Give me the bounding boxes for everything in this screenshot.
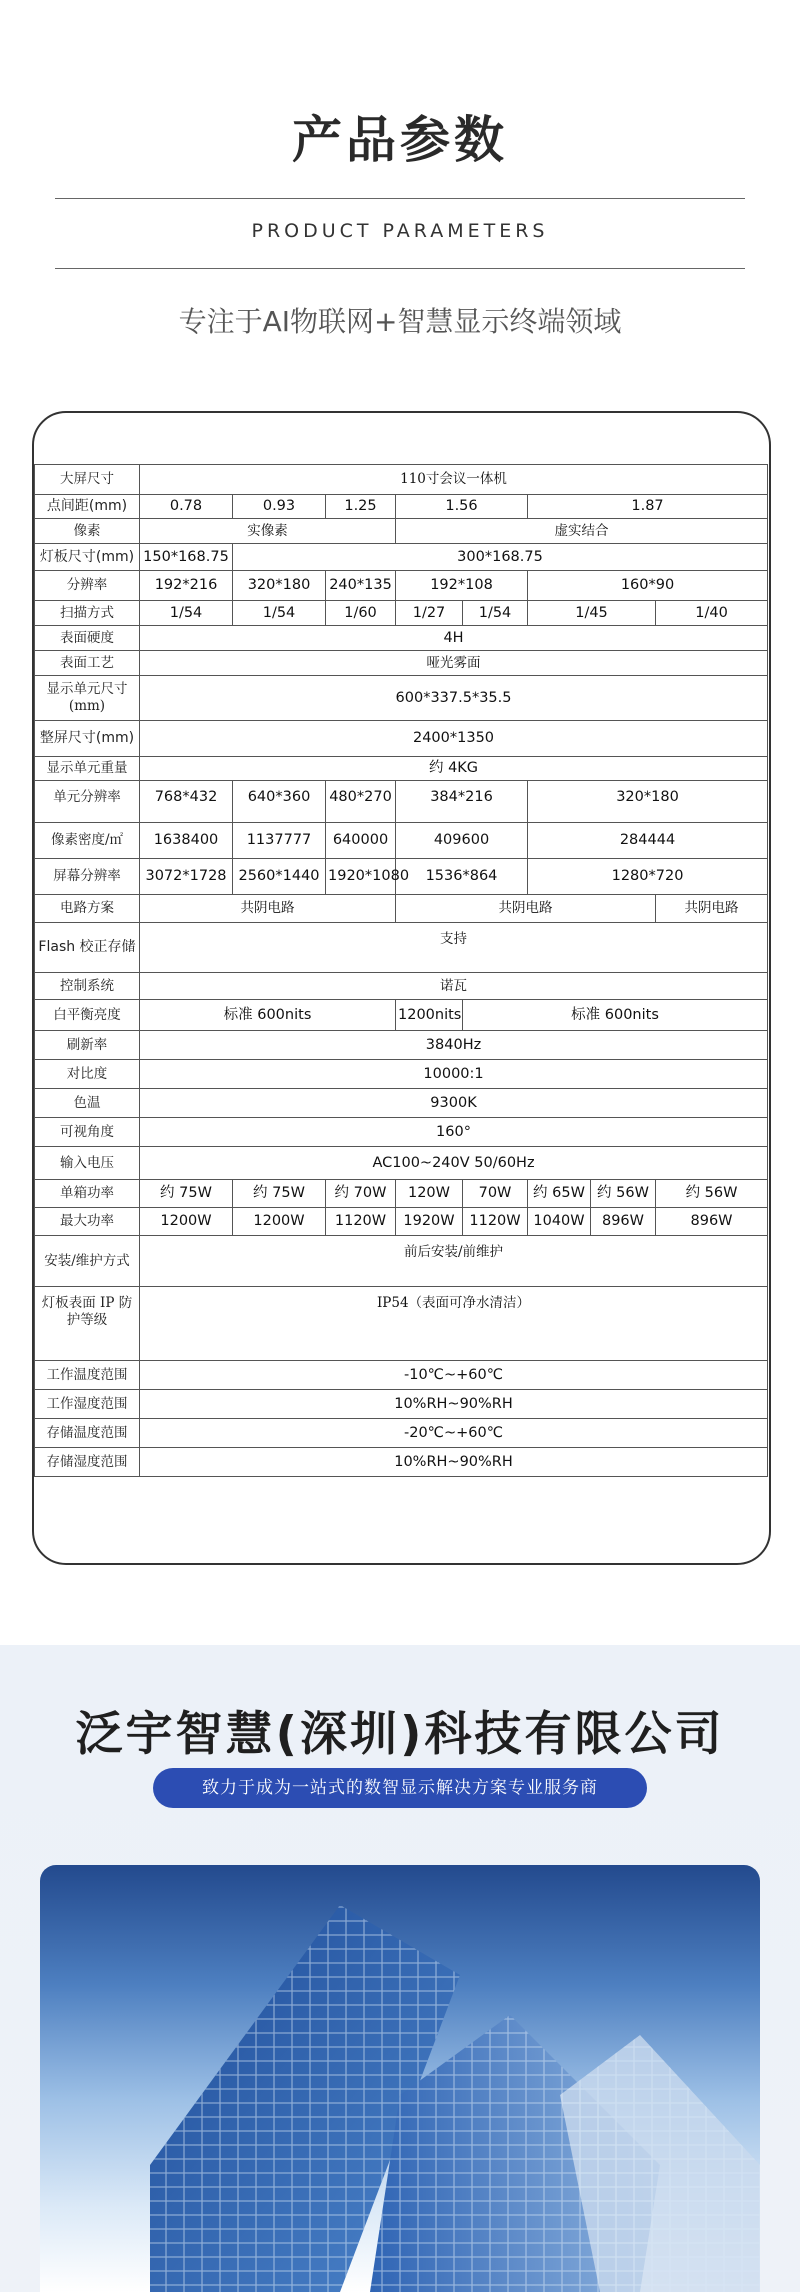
row-label: 表面工艺 [35,651,140,676]
building-illustration [40,1865,760,2292]
row-label: 对比度 [35,1060,140,1089]
cell: 320*180 [233,571,326,601]
row-label: 分辨率 [35,571,140,601]
cell: 1/60 [326,601,396,626]
table-row [35,571,768,601]
row-label: 存储温度范围 [35,1419,140,1448]
cell: 1/45 [528,601,656,626]
row-label: 灯板表面 IP 防护等级 [35,1287,140,1361]
row-label: 单元分辨率 [35,781,140,823]
cell: 192*216 [140,571,233,601]
row-label: 最大功率 [35,1208,140,1236]
cell: 768*432 [140,781,233,823]
cell: 110寸会议一体机 [140,465,768,495]
page-subtitle: PRODUCT PARAMETERS [251,220,549,242]
row-label: 表面硬度 [35,626,140,651]
cell: 约 4KG [140,757,768,781]
table-row [35,651,768,676]
row-label: 存储湿度范围 [35,1448,140,1477]
cell: 2400*1350 [140,721,768,757]
table-row [35,465,768,495]
cell: 约 70W [326,1180,396,1208]
table-row [35,676,768,721]
cell: 1920W [396,1208,463,1236]
table-row [35,973,768,1000]
table-row [35,1448,768,1477]
table-row [35,495,768,519]
table-row [35,823,768,859]
cell: 70W [463,1180,528,1208]
cell: 3072*1728 [140,859,233,895]
row-label: 色温 [35,1089,140,1118]
row-label: 显示单元尺寸(mm) [35,676,140,721]
table-row [35,1118,768,1147]
row-label: 白平衡亮度 [35,1000,140,1031]
cell: 1920*1080 [326,859,396,895]
cell: 1/27 [396,601,463,626]
table-row [35,519,768,544]
row-label: 大屏尺寸 [35,465,140,495]
table-row [35,923,768,973]
row-label: 可视角度 [35,1118,140,1147]
cell: 前后安装/前维护 [140,1236,768,1287]
cell: 共阴电路 [140,895,396,923]
cell: 1/54 [463,601,528,626]
table-row [35,859,768,895]
cell: 1040W [528,1208,591,1236]
company-slogan: 致力于成为一站式的数智显示解决方案专业服务商 [153,1768,647,1808]
cell: 标准 600nits [463,1000,768,1031]
cell: 共阴电路 [656,895,768,923]
cell: 192*108 [396,571,528,601]
spec-table [34,464,768,1477]
cell: 10%RH~90%RH [140,1390,768,1419]
cell: 1.56 [396,495,528,519]
company-name: 泛宇智慧(深圳)科技有限公司 [75,1707,725,1762]
company-section [0,1645,800,2292]
row-label: 点间距(mm) [35,495,140,519]
cell: 哑光雾面 [140,651,768,676]
cell: 诺瓦 [140,973,768,1000]
cell: 1280*720 [528,859,768,895]
cell: 1/40 [656,601,768,626]
cell: 1120W [463,1208,528,1236]
row-label: 安装/维护方式 [35,1236,140,1287]
cell: 虚实结合 [396,519,768,544]
row-label: 灯板尺寸(mm) [35,544,140,571]
cell: 1/54 [233,601,326,626]
cell: 0.93 [233,495,326,519]
cell: 3840Hz [140,1031,768,1060]
row-label: 工作湿度范围 [35,1390,140,1419]
row-label: 像素 [35,519,140,544]
table-row [35,1060,768,1089]
table-row [35,544,768,571]
cell: 1.87 [528,495,768,519]
cell: 160° [140,1118,768,1147]
table-row [35,1287,768,1361]
cell: 1200W [140,1208,233,1236]
cell: 640000 [326,823,396,859]
cell: 480*270 [326,781,396,823]
row-label: 电路方案 [35,895,140,923]
table-row [35,721,768,757]
building-photo [40,1865,760,2292]
cell: 1/54 [140,601,233,626]
table-row [35,1000,768,1031]
page-title: 产品参数 [292,111,508,169]
row-label: 刷新率 [35,1031,140,1060]
cell: 1120W [326,1208,396,1236]
cell: 标准 600nits [140,1000,396,1031]
cell: 896W [656,1208,768,1236]
table-row [35,1208,768,1236]
cell: 1200nits [396,1000,463,1031]
cell: 2560*1440 [233,859,326,895]
row-label: Flash 校正存储 [35,923,140,973]
row-label: 控制系统 [35,973,140,1000]
cell: 约 65W [528,1180,591,1208]
table-row [35,1361,768,1390]
cell: -20℃~+60℃ [140,1419,768,1448]
table-row [35,1236,768,1287]
divider-top [55,198,745,199]
cell: 384*216 [396,781,528,823]
table-row [35,757,768,781]
cell: 支持 [140,923,768,973]
table-row [35,1180,768,1208]
row-label: 工作温度范围 [35,1361,140,1390]
table-row [35,626,768,651]
table-row [35,895,768,923]
row-label: 像素密度/㎡ [35,823,140,859]
cell: 10%RH~90%RH [140,1448,768,1477]
cell: 150*168.75 [140,544,233,571]
cell: 4H [140,626,768,651]
table-row [35,601,768,626]
cell: 240*135 [326,571,396,601]
spec-table-card [32,411,771,1565]
cell: 约 75W [233,1180,326,1208]
table-row [35,1147,768,1180]
cell: 10000:1 [140,1060,768,1089]
cell: 约 56W [656,1180,768,1208]
table-row [35,781,768,823]
cell: 284444 [528,823,768,859]
cell: AC100~240V 50/60Hz [140,1147,768,1180]
header [0,0,800,400]
row-label: 单箱功率 [35,1180,140,1208]
cell: 0.78 [140,495,233,519]
cell: 320*180 [528,781,768,823]
cell: 640*360 [233,781,326,823]
row-label: 输入电压 [35,1147,140,1180]
row-label: 显示单元重量 [35,757,140,781]
cell: 1.25 [326,495,396,519]
cell: 1536*864 [396,859,528,895]
row-label: 扫描方式 [35,601,140,626]
cell: 共阴电路 [396,895,656,923]
cell: 896W [591,1208,656,1236]
table-row [35,1419,768,1448]
cell: 9300K [140,1089,768,1118]
cell: 实像素 [140,519,396,544]
cell: -10℃~+60℃ [140,1361,768,1390]
cell: 约 56W [591,1180,656,1208]
divider-bottom [55,268,745,269]
cell: 409600 [396,823,528,859]
cell: 600*337.5*35.5 [140,676,768,721]
table-row [35,1390,768,1419]
tagline: 专注于AI物联网+智慧显示终端领域 [178,305,622,338]
cell: 300*168.75 [233,544,768,571]
cell: 120W [396,1180,463,1208]
table-row [35,1089,768,1118]
cell: 1200W [233,1208,326,1236]
cell: 160*90 [528,571,768,601]
row-label: 整屏尺寸(mm) [35,721,140,757]
cell: 1137777 [233,823,326,859]
cell: IP54（表面可净水清洁） [140,1287,768,1361]
row-label: 屏幕分辨率 [35,859,140,895]
cell: 约 75W [140,1180,233,1208]
table-row [35,1031,768,1060]
cell: 1638400 [140,823,233,859]
